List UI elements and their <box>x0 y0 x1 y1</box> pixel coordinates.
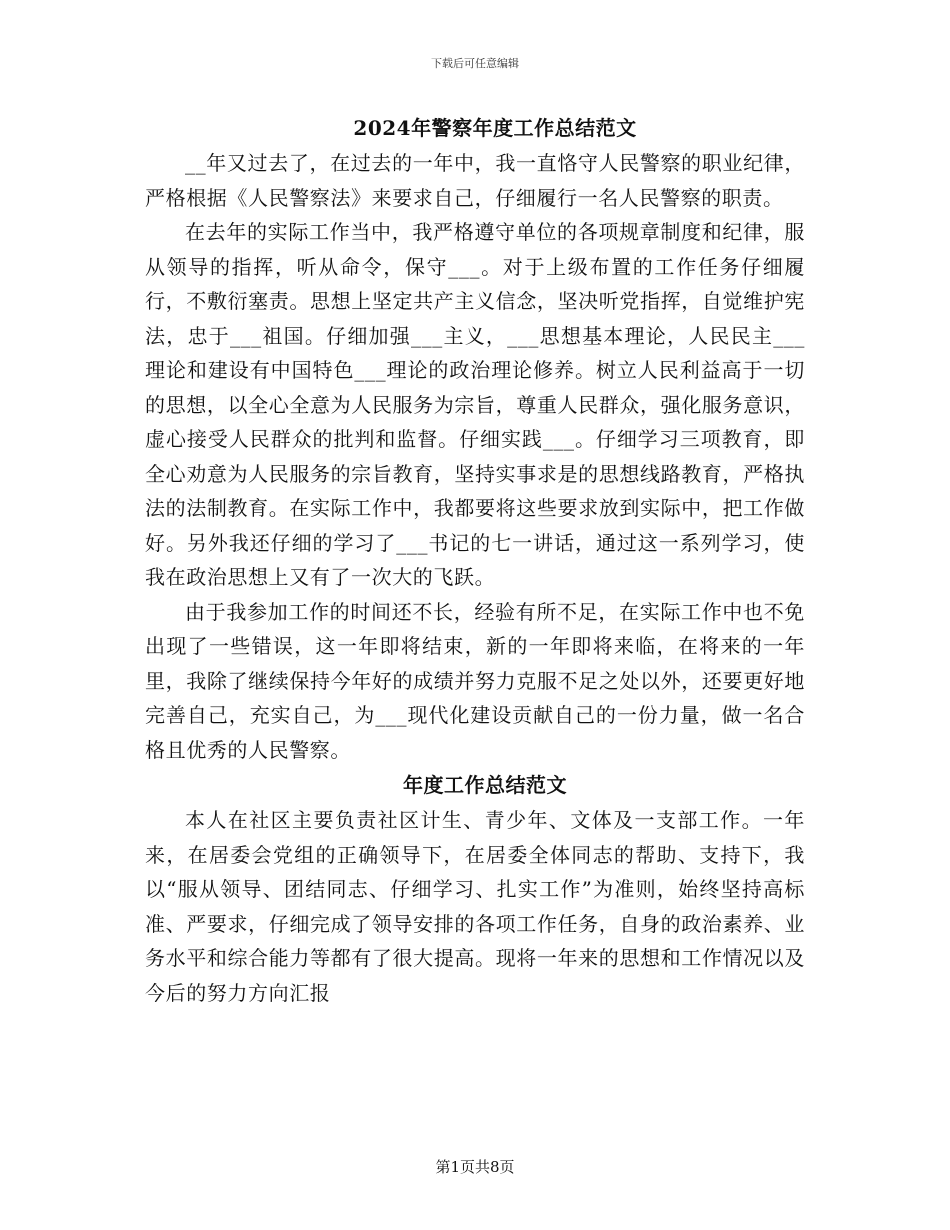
header-note: 下载后可任意编辑 <box>431 57 519 70</box>
section-title: 年度工作总结范文 <box>403 773 567 797</box>
document-body <box>145 110 805 1010</box>
page-number: 第1页共8页 <box>435 1158 515 1176</box>
paragraph-3: 由于我参加工作的时间还不长，经验有所不足，在实际工作中也不免出现了一些错误，这一年即将结束，新的一年即将来临，在将来的一年里，我除了继续保持今年好的成绩并努力克服不足之处以外，还要更好地完善自己，充实自己，为___现代化建设贡献自己的一份力量，做一名合格且优秀的人民警察。 <box>145 599 805 762</box>
paragraph-1: __年又过去了，在过去的一年中，我一直恪守人民警察的职业纪律，严格根据《人民警察法》来要求自己，仔细履行一名人民警察的职责。 <box>145 151 805 210</box>
paragraph-2: 在去年的实际工作当中，我严格遵守单位的各项规章制度和纪律，服从领导的指挥，听从命令，保守___。对于上级布置的工作任务仔细履行，不敷衍塞责。思想上坚定共产主义信念，坚决听党指挥，自觉维护宪法，忠于___祖国。仔细加强___主义，___思想基本理论，人民民主___理论和建设有中国特色___理论的政治理论修养。树立人民利益高于一切的思想，以全心全意为人民服务为宗旨，尊重人民群众，强化服务意识，虚心接受人民群众的批判和监督。仔细实践___。仔细学习三项教育，即全心劝意为人民服务的宗旨教育，坚持实事求是的思想线路教育，严格执法的法制教育。在实际工作中，我都要将这些要求放到实际中，把工作做好。另外我还仔细的学习了___书记的七一讲话，通过这一系列学习，使我在政治思想上又有了一次大的飞跃。 <box>145 220 805 589</box>
paragraph-4: 本人在社区主要负责社区计生、青少年、文体及一支部工作。一年来，在居委会党组的正确领导下，在居委全体同志的帮助、支持下，我以“服从领导、团结同志、仔细学习、扎实工作”为准则，始终坚持高标准、严要求，仔细完成了领导安排的各项工作任务，自身的政治素养、业务水平和综合能力等都有了很大提高。现将一年来的思想和工作情况以及今后的努力方向汇报 <box>145 808 805 1005</box>
document-title: 2024年警察年度工作总结范文 <box>353 116 637 140</box>
